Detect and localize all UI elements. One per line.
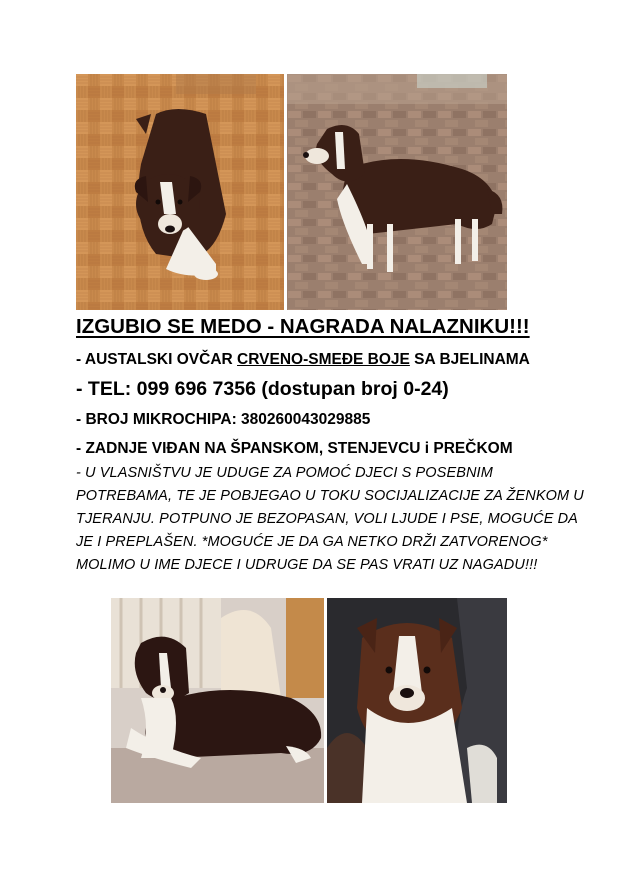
story-line: MOLIMO U IME DJECE I UDRUGE DA SE PAS VRATI UZ NAGADU!!! <box>76 557 538 573</box>
dog-photo-pavement <box>287 74 507 310</box>
dog-photo-portrait <box>327 598 507 803</box>
breed-suffix: SA BJELINAMA <box>409 351 530 368</box>
story-line: POTREBAMA, TE JE POBJEGAO U TOKU SOCIJALIZACIJE ZA ŽENKOM U <box>76 488 584 504</box>
story-paragraph <box>76 462 584 577</box>
breed-color: CRVENO-SMEĐE BOJE <box>237 351 410 368</box>
dog-photo-parquet <box>76 74 284 310</box>
breed-prefix: - AUSTALSKI OVČAR <box>76 351 238 368</box>
phone-line: - TEL: 099 696 7356 (dostupan broj 0-24) <box>76 378 449 400</box>
last-seen-line: - ZADNJE VIĐAN NA ŠPANSKOM, STENJEVCU i PREČKOM <box>76 440 513 457</box>
story-line: JE I PREPLAŠEN. *MOGUĆE JE DA GA NETKO DRŽI ZATVORENOG* <box>76 534 548 550</box>
story-line: - U VLASNIŠTVU JE UDUGE ZA POMOĆ DJECI S POSEBNIM <box>76 465 493 481</box>
headline: IZGUBIO SE MEDO - NAGRADA NALAZNIKU!!! <box>76 315 530 338</box>
microchip-line: - BROJ MIKROCHIPA: 380260043029885 <box>76 411 371 428</box>
dog-photo-lying <box>111 598 324 803</box>
breed-line <box>76 351 530 369</box>
story-line: TJERANJU. POTPUNO JE BEZOPASAN, VOLI LJUDE I PSE, MOGUĆE DA <box>76 511 578 527</box>
